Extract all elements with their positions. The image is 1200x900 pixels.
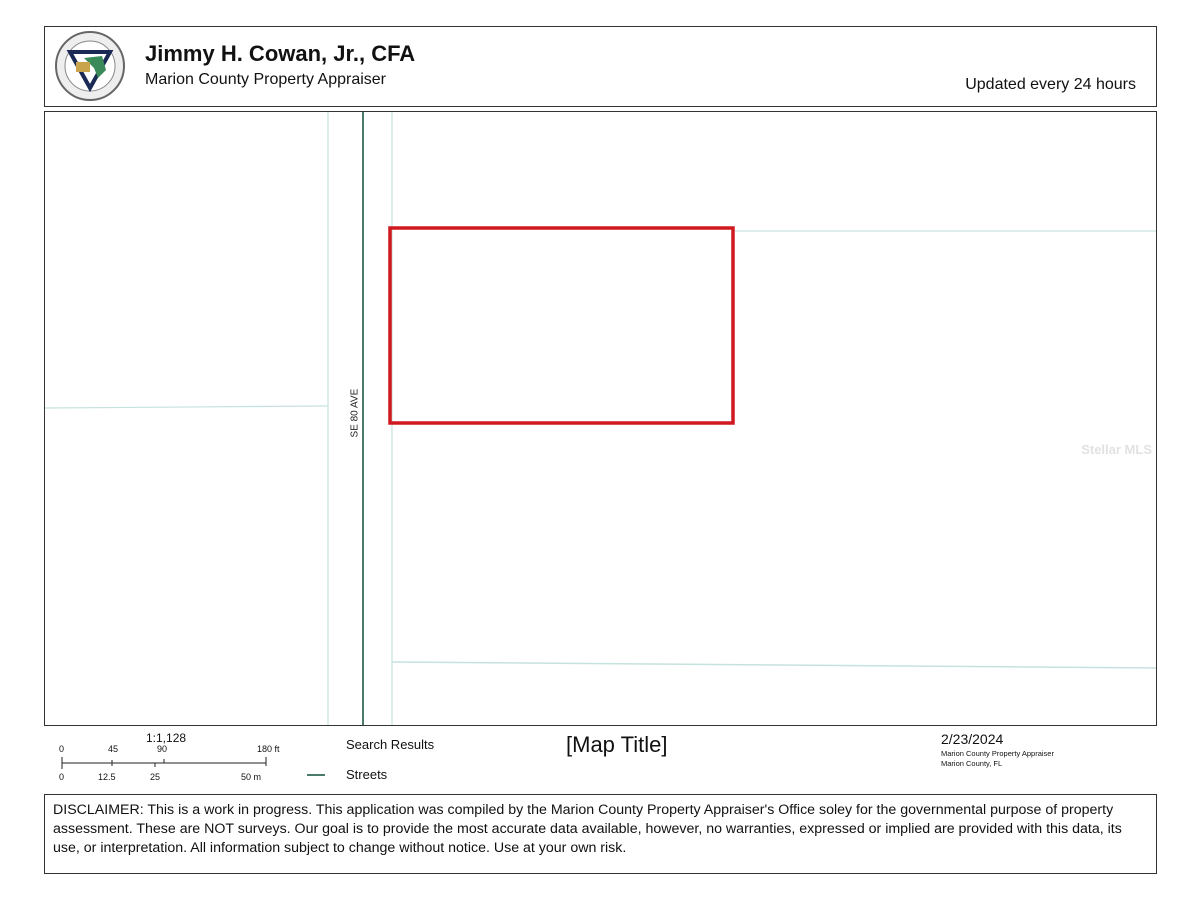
map-title: [Map Title] <box>566 732 668 757</box>
scale-tick: 0 <box>59 772 65 782</box>
scale-tick: 25 <box>150 772 161 782</box>
scale-bar <box>60 756 270 770</box>
watermark: Stellar MLS <box>1081 442 1152 457</box>
disclaimer: DISCLAIMER: This is a work in progress. This application was compiled by the Marion County Property Appraiser's Office soley for the governmental purpose of property assessment. These are NOT surveys. Our goal is to provide the most accurate data available, however, no warranties, expressed or implied are provided with this data, its use, or interpretation. All information subject to change without notice. Use at your own risk. <box>44 794 1157 874</box>
scale-tick: 12.5 <box>98 772 116 782</box>
road-label: SE 80 AVE <box>349 388 361 438</box>
office-name: Marion County Property Appraiser <box>145 71 386 88</box>
legend-streets: Streets <box>346 767 388 782</box>
legend-search-results: Search Results <box>346 737 435 752</box>
appraiser-name: Jimmy H. Cowan, Jr., CFA <box>145 41 416 66</box>
streets-legend-icon <box>307 774 325 776</box>
map-view[interactable] <box>44 111 1157 726</box>
scale-tick: 0 <box>59 744 65 754</box>
map-date: 2/23/2024 <box>941 731 1004 747</box>
scale-ratio: 1:1,128 <box>146 731 187 745</box>
property-appraiser-seal-logo <box>54 30 126 102</box>
map-location: Marion County, FL <box>941 759 1003 768</box>
scale-tick: 50 m <box>241 772 262 782</box>
map-org: Marion County Property Appraiser <box>941 749 1054 758</box>
parcel-line <box>45 406 328 408</box>
header <box>44 26 1157 107</box>
selected-parcel[interactable] <box>390 228 733 423</box>
update-frequency: Updated every 24 hours <box>965 76 1136 93</box>
scale-tick: 45 <box>108 744 119 754</box>
map-canvas <box>45 112 1157 726</box>
scale-tick: 180 ft <box>257 744 280 754</box>
parcel-line <box>392 662 1157 668</box>
scale-tick: 90 <box>157 744 168 754</box>
